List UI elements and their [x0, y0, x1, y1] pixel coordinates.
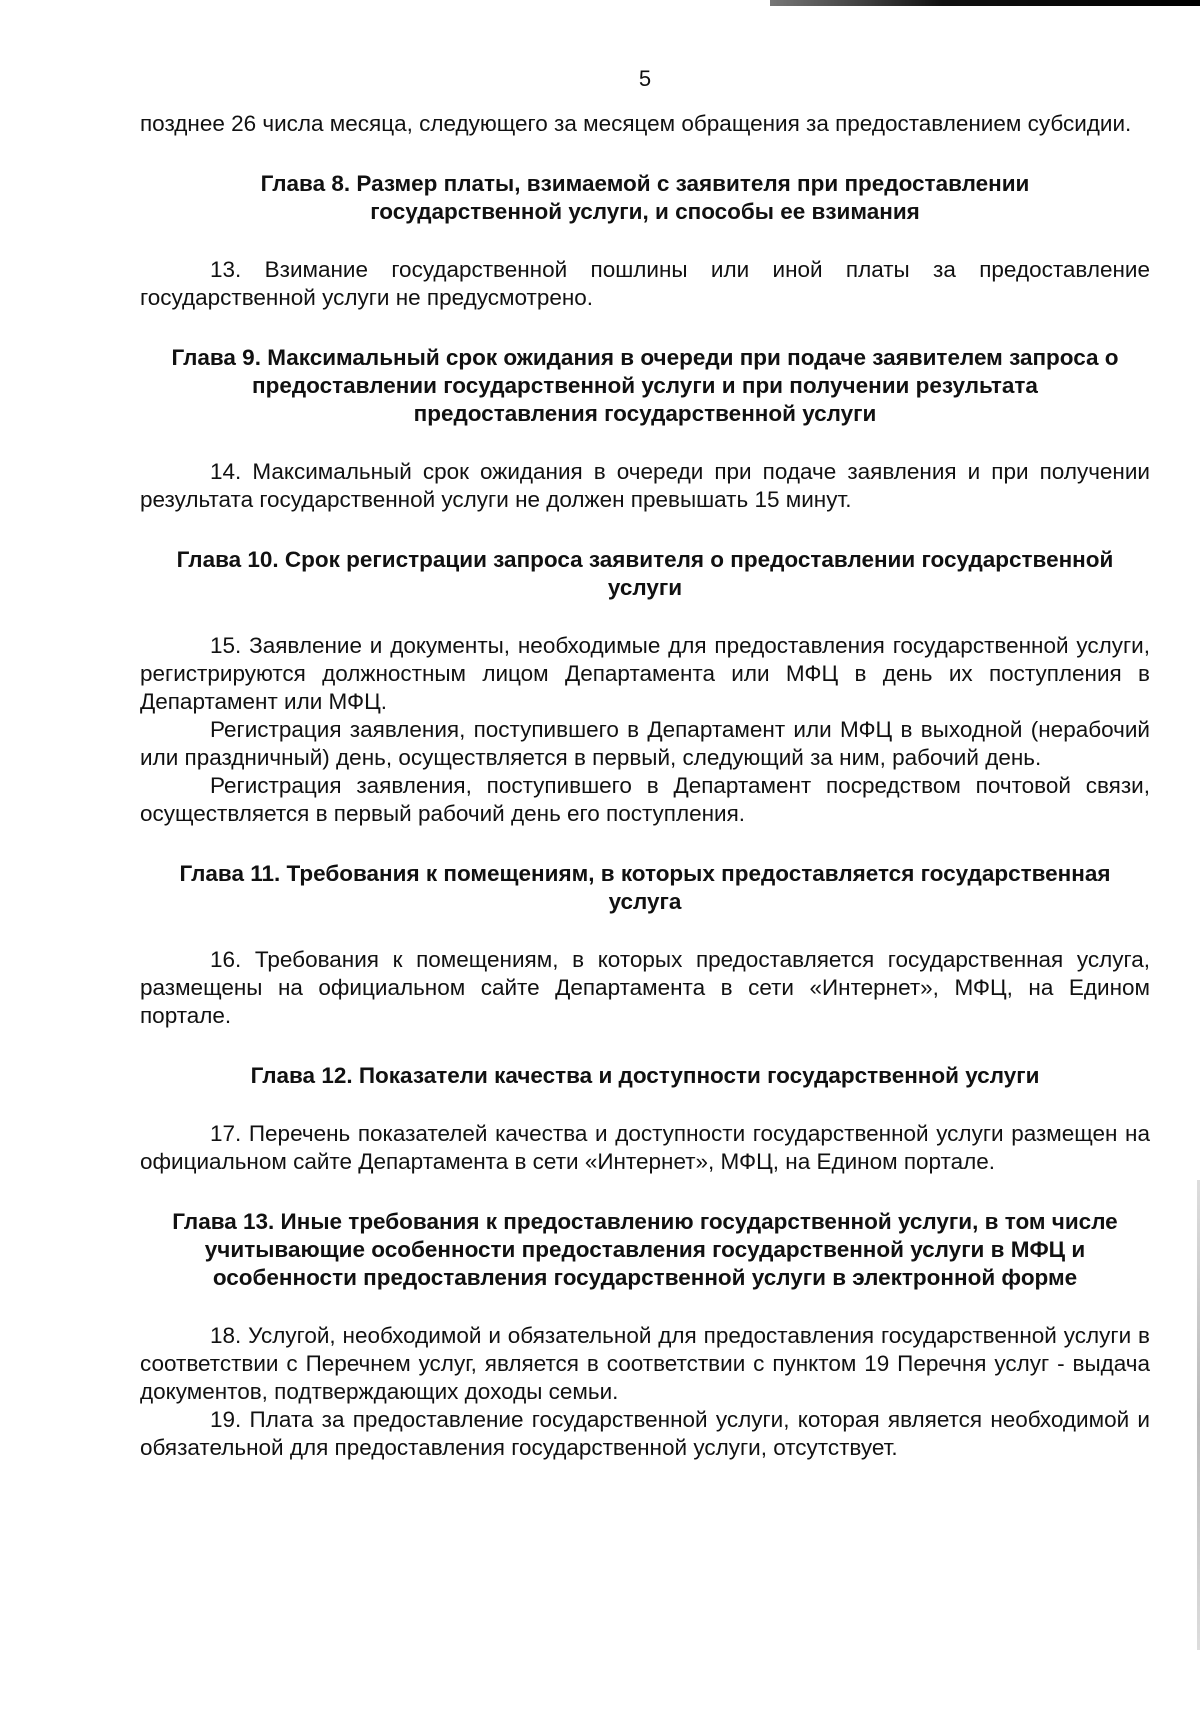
chapter-9-heading: Глава 9. Максимальный срок ожидания в очереди при подаче заявителем запроса о предоставлении государственной услуги и при получении результата предоставления государственной услуги [171, 345, 1119, 426]
paragraph-15-weekend: Регистрация заявления, поступившего в Департамент или МФЦ в выходной (нерабочий или праздничный) день, осуществляется в первый, следующий за ним, рабочий день. [140, 717, 1150, 770]
paragraph-18: 18. Услугой, необходимой и обязательной для предоставления государственной услуги в соответствии с Перечнем услуг, является в соответствии с пунктом 19 Перечня услуг - выдача документов, подтверждающих доходы семьи. [140, 1323, 1150, 1404]
scan-edge-mark [770, 0, 1200, 6]
paragraph-15: 15. Заявление и документы, необходимые для предоставления государственной услуги, регистрируются должностным лицом Департамента или МФЦ в день их поступления в Департамент или МФЦ. [140, 633, 1150, 714]
paragraph-15-mail: Регистрация заявления, поступившего в Департамент посредством почтовой связи, осуществляется в первый рабочий день его поступления. [140, 773, 1150, 826]
chapter-12-heading: Глава 12. Показатели качества и доступности государственной услуги [250, 1063, 1040, 1088]
paragraph-16: 16. Требования к помещениям, в которых предоставляется государственная услуга, размещены на официальном сайте Департамента в сети «Интернет», МФЦ, на Едином портале. [140, 947, 1150, 1028]
paragraph-17: 17. Перечень показателей качества и доступности государственной услуги размещен на официальном сайте Департамента в сети «Интернет», МФЦ, на Едином портале. [140, 1121, 1150, 1174]
chapter-11-heading: Глава 11. Требования к помещениям, в которых предоставляется государственная услуга [179, 861, 1111, 914]
chapter-8-heading: Глава 8. Размер платы, взимаемой с заявителя при предоставлении государственной услуги, и способы ее взимания [260, 171, 1030, 224]
paragraph-continuation: позднее 26 числа месяца, следующего за месяцем обращения за предоставлением субсидии. [140, 111, 1132, 136]
paragraph-14: 14. Максимальный срок ожидания в очереди при подаче заявления и при получении результата государственной услуги не должен превышать 15 минут. [140, 459, 1150, 512]
paragraph-19: 19. Плата за предоставление государственной услуги, которая является необходимой и обязательной для предоставления государственной услуги, отсутствует. [140, 1407, 1150, 1460]
chapter-13-heading: Глава 13. Иные требования к предоставлению государственной услуги, в том числе учитывающие особенности предоставления государственной услуги в МФЦ и особенности предоставления государственной услуги в электронной форме [172, 1209, 1118, 1290]
document-page [140, 66, 1150, 1462]
paragraph-13: 13. Взимание государственной пошлины или иной платы за предоставление государственной услуги не предусмотрено. [140, 257, 1150, 310]
page-number: 5 [638, 66, 652, 91]
chapter-10-heading: Глава 10. Срок регистрации запроса заявителя о предоставлении государственной услуги [176, 547, 1114, 600]
